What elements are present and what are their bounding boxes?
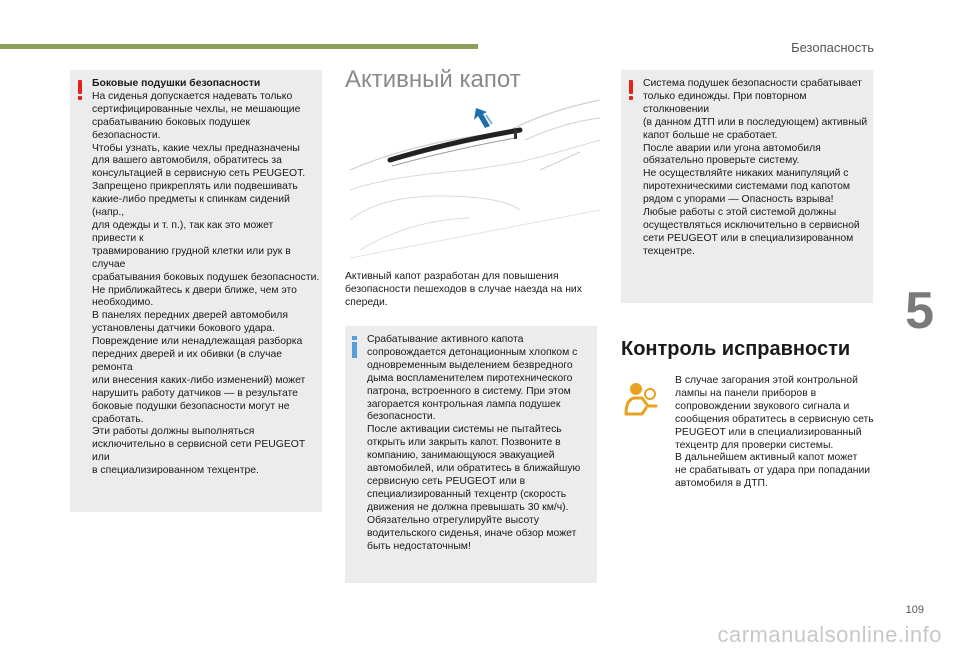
text-line: не срабатывать от удара при попадании <box>675 465 871 477</box>
text-line: Активный капот разработан для повышения <box>345 271 559 282</box>
text-line: сети PEUGEOT или в специализированном <box>643 232 854 244</box>
warning-icon <box>76 80 84 100</box>
text-line: (в данном ДТП или в последующем) активный <box>643 116 868 128</box>
text-line: загорается контрольная лампа подушек <box>367 398 561 410</box>
chapter-number: 5 <box>905 282 934 340</box>
text-line: Система подушек безопасности срабатывает <box>643 78 862 89</box>
text-line: сертифицированные чехлы, не мешающие <box>92 103 301 115</box>
text-line: патрона, встроенного в систему. При этом <box>367 385 571 397</box>
text-line: Не осуществляйте никаких манипуляций с <box>643 168 849 180</box>
section-title: Безопасность <box>791 40 874 55</box>
system-warning-text <box>643 78 871 259</box>
text-line: водительского сиденья, иначе обзор может <box>367 527 577 539</box>
text-line: открыть или закрыть капот. Позвоните в <box>367 437 561 449</box>
text-line: в специализированном техцентре. <box>92 465 259 477</box>
text-line: компанию, занимающуюся эвакуацией <box>367 450 555 462</box>
text-line: PEUGEOT или в специализированный <box>675 426 862 438</box>
text-line: спереди. <box>345 296 388 308</box>
text-line: сопровождается детонационным хлопком с <box>367 346 578 358</box>
text-line: Чтобы узнать, какие чехлы предназначены <box>92 142 300 154</box>
text-line: установлены датчики бокового удара. <box>92 323 275 335</box>
active-bonnet-caption <box>345 271 595 310</box>
text-line: автомобиля в ДТП. <box>675 478 768 490</box>
text-line: сообщения обратитесь в сервисную сеть <box>675 413 874 425</box>
text-line: Любые работы с этой системой должны <box>643 207 837 219</box>
text-line: движения не должна превышать 30 км/ч). <box>367 501 569 513</box>
side-airbags-lines <box>92 91 320 478</box>
text-line: Эти работы должны выполняться <box>92 426 255 438</box>
text-line: специализированный техцентр (скорость <box>367 488 567 500</box>
side-airbags-title: Боковые подушки безопасности <box>92 78 261 89</box>
text-line: В случае загорания этой контрольной <box>675 375 858 386</box>
text-line: рядом с упорами — Опасность взрыва! <box>643 194 834 206</box>
system-warning-lines <box>643 78 871 259</box>
warning-icon <box>627 80 635 100</box>
text-line: или внесения каких-либо изменений) может <box>92 374 306 386</box>
text-line: На сиденья допускается надевать только <box>92 90 293 102</box>
active-bonnet-title: Активный капот <box>345 66 521 93</box>
text-line: осуществляться исключительно в сервисной <box>643 219 860 231</box>
text-line: капот больше не сработает. <box>643 129 778 141</box>
text-line: для одежды и т. п.), так как это может привести к <box>92 219 274 244</box>
text-line: техцентр для проверки системы. <box>675 439 834 451</box>
text-line: сервисную сеть PEUGEOT или в <box>367 475 526 487</box>
active-bonnet-caption-lines <box>345 271 595 310</box>
info-icon <box>351 336 359 358</box>
text-line: лампы на панели приборов в <box>675 387 817 399</box>
check-text <box>675 375 875 491</box>
text-line: боковые подушки безопасности могут не <box>92 400 290 412</box>
watermark: carmanualsonline.info <box>717 622 942 647</box>
text-line: какие-либо предметы к спинкам сидений (напр., <box>92 194 290 219</box>
text-line: быть недостаточным! <box>367 540 471 552</box>
text-line: безопасности пешеходов в случае наезда на них <box>345 283 582 295</box>
text-line: консультацией в сервисную сеть PEUGEOT. <box>92 168 306 180</box>
text-line: Запрещено прикреплять или подвешивать <box>92 181 298 193</box>
text-line: дыма воспламенителем пиротехнического <box>367 372 573 384</box>
text-line: техцентре. <box>643 245 695 257</box>
side-airbags-text <box>92 78 320 478</box>
text-line: срабатыванию боковых подушек безопасности. <box>92 116 250 141</box>
text-line: исключительно в сервисной сети PEUGEOT или <box>92 439 306 464</box>
text-line: Не приближайтесь к двери ближе, чем это <box>92 284 297 296</box>
text-line: одновременным выделением безвредного <box>367 359 573 371</box>
text-line: срабатывания боковых подушек безопасности. <box>92 271 320 283</box>
text-line: пиротехническими системами под капотом <box>643 181 851 193</box>
check-lines <box>675 375 875 491</box>
text-line: обязательно проверьте систему. <box>643 155 800 167</box>
text-line: Повреждение или ненадлежащая разборка <box>92 336 303 348</box>
text-line: автомобилей, или обратитесь в ближайшую <box>367 463 581 475</box>
text-line: Срабатывание активного капота <box>367 334 524 345</box>
text-line: только единожды. При повторном столкновении <box>643 90 807 115</box>
header-accent-bar <box>0 44 478 49</box>
text-line: сопровождении звукового сигнала и <box>675 400 850 412</box>
active-bonnet-info-lines <box>367 334 593 553</box>
text-line: После аварии или угона автомобиля <box>643 142 821 154</box>
check-title: Контроль исправности <box>621 338 851 360</box>
page-number: 109 <box>905 604 924 616</box>
text-line: Обязательно отрегулируйте высоту <box>367 514 540 526</box>
airbag-lamp-icon <box>620 380 660 416</box>
text-line: После активации системы не пытайтесь <box>367 424 562 436</box>
text-line: травмированию грудной клетки или рук в случае <box>92 245 291 270</box>
text-line: необходимо. <box>92 297 154 309</box>
active-bonnet-info-text <box>367 334 593 553</box>
text-line: передних дверей и их обивки (в случае ремонта <box>92 349 283 373</box>
text-line: безопасности. <box>367 411 436 423</box>
text-line: для вашего автомобиля, обратитесь за <box>92 155 282 167</box>
text-line: В панелях передних дверей автомобиля <box>92 310 288 322</box>
active-bonnet-car-illustration <box>350 100 600 260</box>
text-line: нарушить работу датчиков — в результате <box>92 387 298 399</box>
text-line: В дальнейшем активный капот может <box>675 452 858 464</box>
text-line: сработать. <box>92 413 144 425</box>
